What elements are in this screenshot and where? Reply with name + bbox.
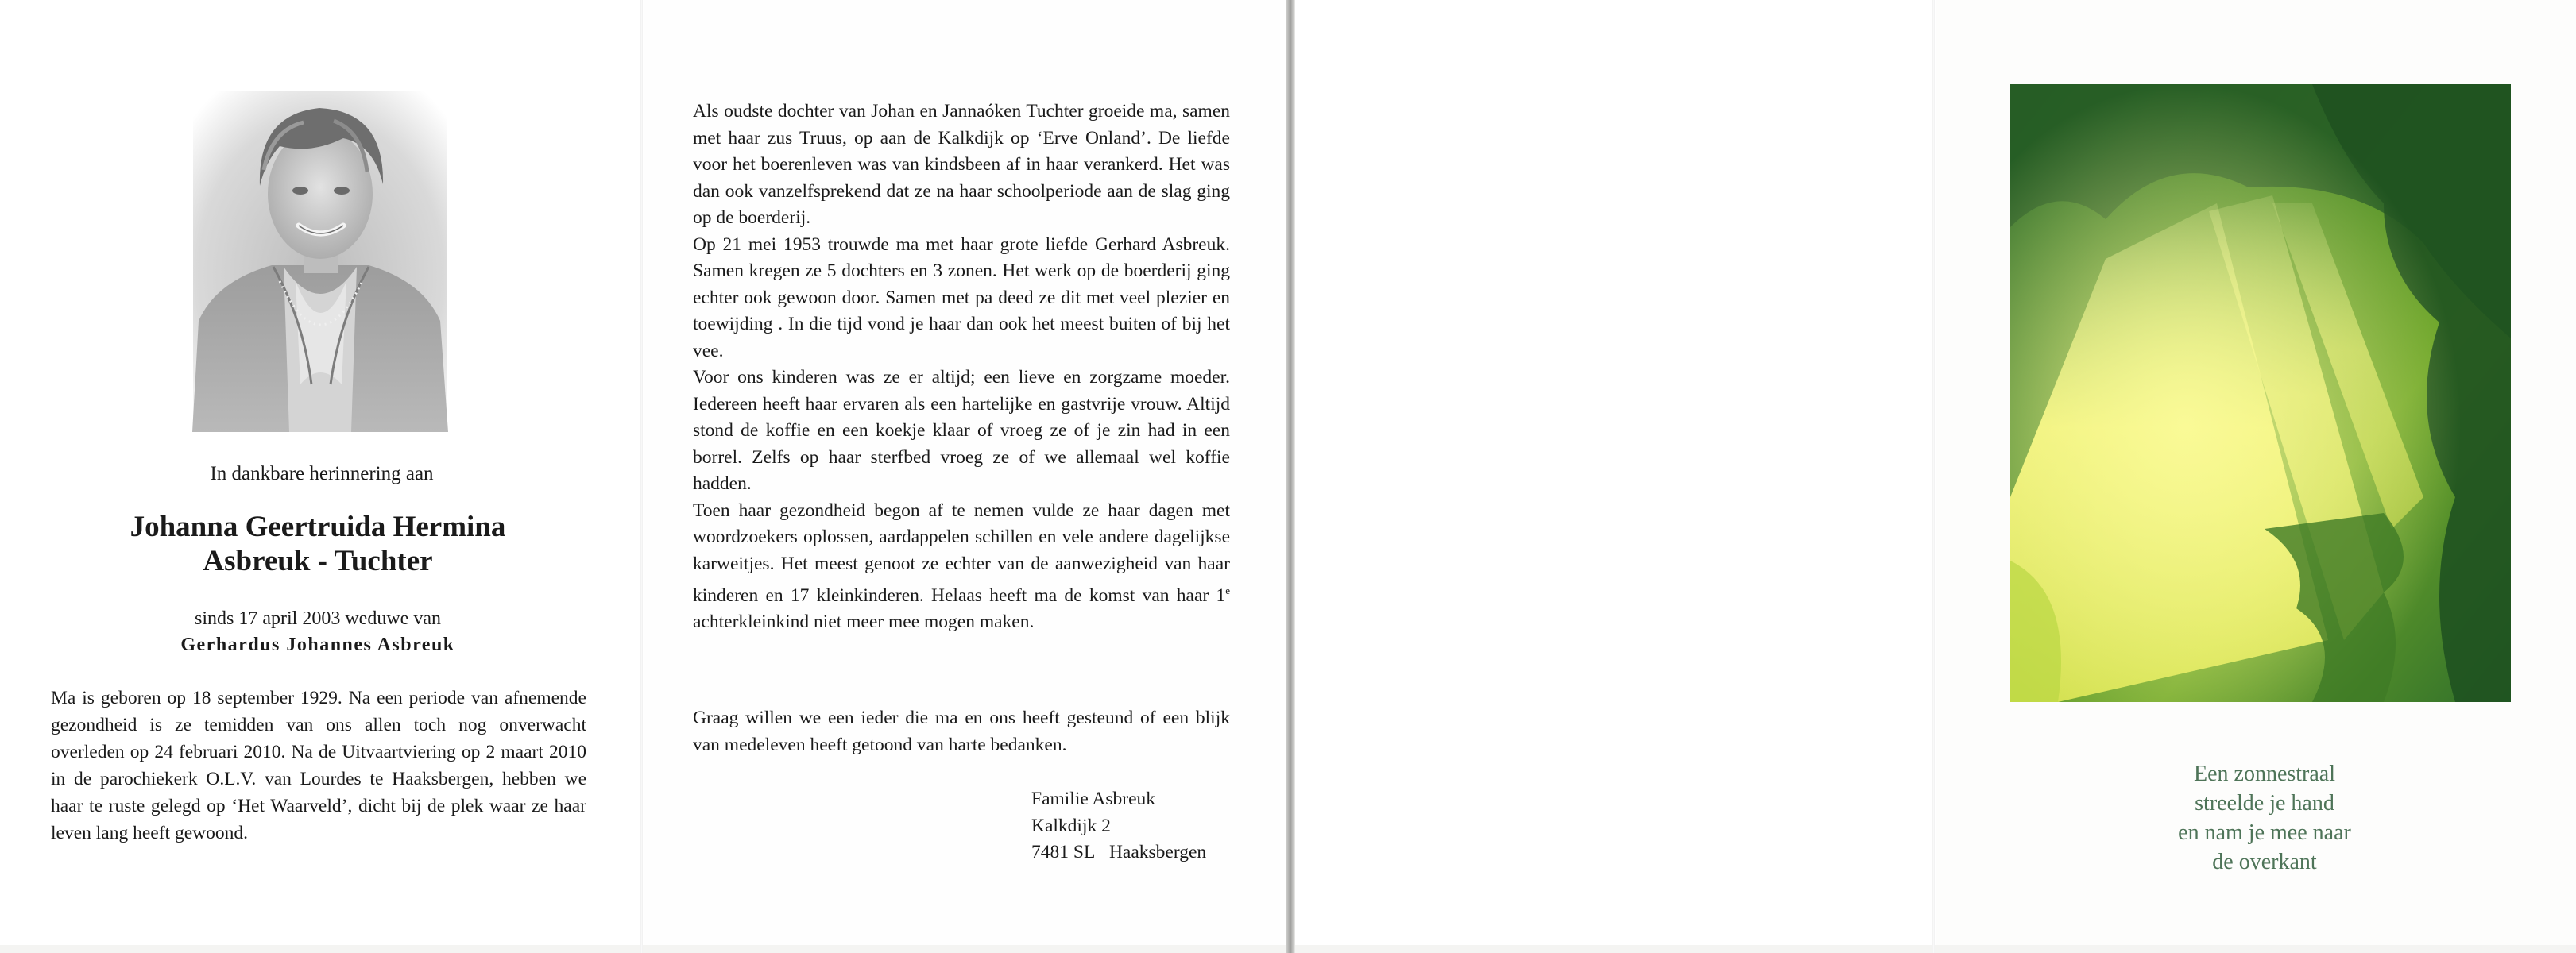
widow-line: sinds 17 april 2003 weduwe van: [195, 608, 441, 629]
story-paragraph: Voor ons kinderen was ze er altijd; een lieve en zorgzame moeder. Iedereen heeft haar ervaren als een hartelijke en gastvrije vrouw. Altijd stond de koffie en een koekje klaar of vroeg ze of je zin had in een borrel. Zelfs op haar sterfbed vroeg ze of we allemaal wel koffie hadden.: [693, 367, 1230, 494]
in-memory-subtitle: In dankbare herinnering aan: [210, 463, 434, 484]
address-city-line: [1031, 839, 1206, 866]
address-postcode: 7481 SL: [1031, 842, 1096, 862]
story-paragraph: Als oudste dochter van Johan en Jannaóken Tuchter groeide ma, samen met haar zus Truus, op aan de Kalkdijk op ‘Erve Onland’. De liefde voor het boerenleven was van kindsbeen af in haar verankerd. Het was dan ook vanzelfsprekend dat ze na haar schoolperiode aan de slag ging op de boerderij.: [693, 101, 1230, 228]
story-text: achterkleinkind niet meer mee mogen maken.: [693, 612, 1035, 633]
fold-line: [1932, 0, 1935, 953]
life-story: [693, 98, 1230, 636]
center-fold-line: [1286, 0, 1295, 953]
thanks-paragraph: Graag willen we een ieder die ma en ons heeft gesteund of een blijk van medeleven heeft getoond van harte bedanken.: [693, 708, 1230, 755]
biography-paragraph: Ma is geboren op 18 september 1929. Na een periode van afnemende gezondheid is ze temidden van ons allen toch nog onverwacht overleden op 24 februari 2010. Na de Uitvaartviering op 2 maart 2010 in de parochiekerk O.L.V. van Lourdes te Haaksbergen, hebben we haar te ruste gelegd op ‘Het Waarveld’, dicht bij de plek waar ze haar leven lang heeft gewoond.: [51, 688, 586, 843]
card-panel-blank: [1294, 0, 1936, 945]
story-paragraph: [693, 498, 1230, 636]
ordinal-superscript: e: [1225, 585, 1230, 596]
address-city: Haaksbergen: [1108, 842, 1207, 862]
watercolor-artwork: [2010, 84, 2511, 702]
story-text: Toen haar gezondheid begon af te nemen vulde ze haar dagen met woordzoekers oplossen, aardappelen schillen en vele andere dagelijkse karweitjes. Het meest genoot ze echter van de aanwezigheid van haar kinderen en 17 kleinkinderen. Helaas heeft ma de komst van haar 1: [693, 500, 1230, 606]
deceased-given-names: Johanna Geertruida Hermina: [130, 511, 506, 543]
poem: [2082, 759, 2447, 877]
deceased-name: [0, 510, 636, 578]
portrait-photo: [184, 83, 456, 432]
poem-line: streelde je hand: [2195, 791, 2334, 816]
family-address: [1031, 786, 1206, 866]
husband-name: Gerhardus Johannes Asbreuk: [180, 635, 455, 655]
poem-line: Een zonnestraal: [2193, 762, 2336, 786]
poem-line: en nam je mee naar: [2178, 820, 2351, 845]
address-street: Kalkdijk 2: [1031, 815, 1111, 836]
story-paragraph: Op 21 mei 1953 trouwde ma met haar grote liefde Gerhard Asbreuk. Samen kregen ze 5 dochters en 3 zonen. Het werk op de boerderij ging echter ook gewoon door. Samen met pa deed ze dit met veel plezier en toewijding . In die tijd vond je haar dan ook het meest buiten of bij het vee.: [693, 233, 1230, 361]
poem-line: de overkant: [2212, 850, 2317, 874]
deceased-surname: Asbreuk - Tuchter: [203, 545, 433, 577]
family-name: Familie Asbreuk: [1031, 789, 1155, 809]
